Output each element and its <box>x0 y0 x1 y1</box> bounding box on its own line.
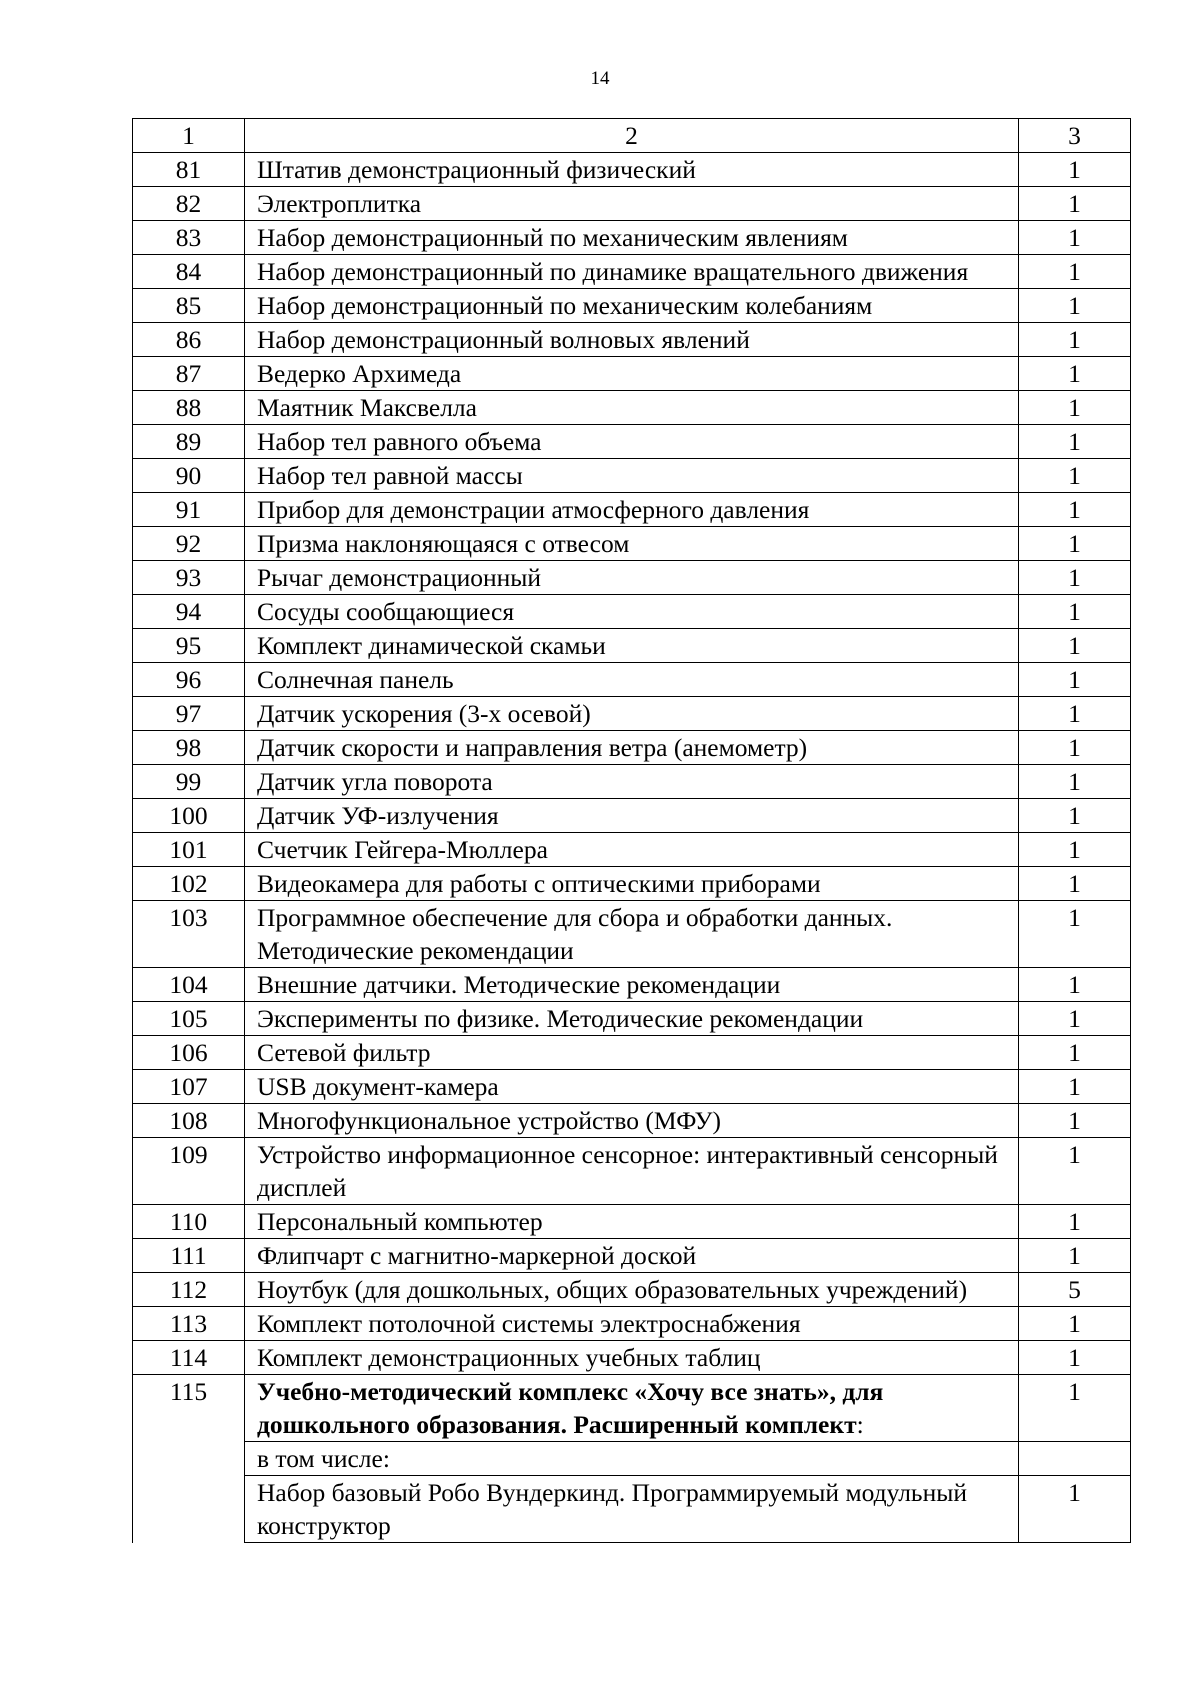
row-name: Персональный компьютер <box>245 1205 1019 1239</box>
header-cell-quantity: 3 <box>1019 119 1131 153</box>
header-cell-number: 1 <box>133 119 245 153</box>
row-number: 88 <box>133 391 245 425</box>
table-row <box>133 968 1131 1002</box>
table-row <box>133 595 1131 629</box>
row-quantity: 1 <box>1019 968 1131 1002</box>
row-name: Набор демонстрационный по динамике вращательного движения <box>245 255 1019 289</box>
row-number: 89 <box>133 425 245 459</box>
row-quantity: 1 <box>1019 153 1131 187</box>
table-row <box>133 1273 1131 1307</box>
row-number: 82 <box>133 187 245 221</box>
row-name: Набор демонстрационный по механическим колебаниям <box>245 289 1019 323</box>
row-quantity: 1 <box>1019 1307 1131 1341</box>
row-quantity: 1 <box>1019 1205 1131 1239</box>
row-name: Маятник Максвелла <box>245 391 1019 425</box>
row-quantity: 1 <box>1019 1036 1131 1070</box>
row-name-suffix: : <box>856 1410 864 1439</box>
row-quantity: 1 <box>1019 1341 1131 1375</box>
row-name: Штатив демонстрационный физический <box>245 153 1019 187</box>
row-quantity: 1 <box>1019 663 1131 697</box>
row-name: Прибор для демонстрации атмосферного давления <box>245 493 1019 527</box>
row-number: 93 <box>133 561 245 595</box>
table-row <box>133 391 1131 425</box>
row-number: 94 <box>133 595 245 629</box>
row-name: Внешние датчики. Методические рекомендации <box>245 968 1019 1002</box>
row-name: Эксперименты по физике. Методические рекомендации <box>245 1002 1019 1036</box>
table-row <box>133 1036 1131 1070</box>
row-name: Флипчарт с магнитно-маркерной доской <box>245 1239 1019 1273</box>
row-name: USB документ-камера <box>245 1070 1019 1104</box>
table-row <box>133 1239 1131 1273</box>
row-number: 90 <box>133 459 245 493</box>
row-quantity: 1 <box>1019 1070 1131 1104</box>
row-quantity: 1 <box>1019 493 1131 527</box>
row-number: 111 <box>133 1239 245 1273</box>
table-row <box>133 901 1131 968</box>
row-number: 86 <box>133 323 245 357</box>
row-number: 91 <box>133 493 245 527</box>
row-name: Ноутбук (для дошкольных, общих образовательных учреждений) <box>245 1273 1019 1307</box>
table-row <box>133 255 1131 289</box>
row-number: 100 <box>133 799 245 833</box>
row-number: 87 <box>133 357 245 391</box>
table-row <box>133 459 1131 493</box>
row-name: Программное обеспечение для сбора и обработки данных. Методические рекомендации <box>245 901 1019 968</box>
row-number: 98 <box>133 731 245 765</box>
including-quantity <box>1019 1442 1131 1476</box>
row-number: 96 <box>133 663 245 697</box>
including-label: в том числе: <box>245 1442 1019 1476</box>
row-number: 97 <box>133 697 245 731</box>
table-row <box>133 1070 1131 1104</box>
row-quantity: 1 <box>1019 867 1131 901</box>
row-name: Рычаг демонстрационный <box>245 561 1019 595</box>
row-number: 104 <box>133 968 245 1002</box>
row-quantity: 1 <box>1019 289 1131 323</box>
table-row-including <box>133 1442 1131 1476</box>
row-quantity: 1 <box>1019 833 1131 867</box>
row-quantity: 1 <box>1019 697 1131 731</box>
row-number: 113 <box>133 1307 245 1341</box>
row-number: 115 <box>133 1375 245 1543</box>
row-number: 114 <box>133 1341 245 1375</box>
row-name: Датчик УФ-излучения <box>245 799 1019 833</box>
row-name: Призма наклоняющаяся с отвесом <box>245 527 1019 561</box>
row-name: Датчик угла поворота <box>245 765 1019 799</box>
row-name: Набор демонстрационный волновых явлений <box>245 323 1019 357</box>
row-number: 99 <box>133 765 245 799</box>
row-quantity: 1 <box>1019 765 1131 799</box>
row-name: Устройство информационное сенсорное: интерактивный сенсорный дисплей <box>245 1138 1019 1205</box>
row-quantity: 1 <box>1019 901 1131 968</box>
table-row <box>133 1104 1131 1138</box>
row-number: 101 <box>133 833 245 867</box>
row-quantity: 1 <box>1019 1138 1131 1205</box>
row-quantity: 1 <box>1019 391 1131 425</box>
row-quantity: 1 <box>1019 527 1131 561</box>
row-name: Видеокамера для работы с оптическими приборами <box>245 867 1019 901</box>
row-number: 105 <box>133 1002 245 1036</box>
table-row <box>133 357 1131 391</box>
table-row <box>133 187 1131 221</box>
row-number: 81 <box>133 153 245 187</box>
row-quantity: 5 <box>1019 1273 1131 1307</box>
row-quantity: 1 <box>1019 221 1131 255</box>
table-row <box>133 1307 1131 1341</box>
row-number: 108 <box>133 1104 245 1138</box>
row-number: 92 <box>133 527 245 561</box>
table-row <box>133 323 1131 357</box>
row-number: 83 <box>133 221 245 255</box>
row-number: 112 <box>133 1273 245 1307</box>
table-row <box>133 799 1131 833</box>
row-quantity: 1 <box>1019 1375 1131 1442</box>
table-header-row <box>133 119 1131 153</box>
table-row <box>133 697 1131 731</box>
table-row <box>133 833 1131 867</box>
row-name <box>245 1375 1019 1442</box>
row-quantity: 1 <box>1019 425 1131 459</box>
row-number: 106 <box>133 1036 245 1070</box>
table-row <box>133 1341 1131 1375</box>
table-row <box>133 1138 1131 1205</box>
row-name: Солнечная панель <box>245 663 1019 697</box>
row-name: Ведерко Архимеда <box>245 357 1019 391</box>
table-row <box>133 153 1131 187</box>
table-row <box>133 663 1131 697</box>
row-quantity: 1 <box>1019 731 1131 765</box>
row-name: Набор демонстрационный по механическим явлениям <box>245 221 1019 255</box>
table-row <box>133 289 1131 323</box>
row-name: Датчик ускорения (3-х осевой) <box>245 697 1019 731</box>
table-row <box>133 425 1131 459</box>
row-number: 107 <box>133 1070 245 1104</box>
table-row <box>133 221 1131 255</box>
row-quantity: 1 <box>1019 357 1131 391</box>
row-number: 109 <box>133 1138 245 1205</box>
row-name: Набор тел равного объема <box>245 425 1019 459</box>
table-row <box>133 765 1131 799</box>
row-number: 103 <box>133 901 245 968</box>
table-row <box>133 731 1131 765</box>
row-name: Комплект динамической скамьи <box>245 629 1019 663</box>
row-name-bold: Учебно-методический комплекс «Хочу все знать», для дошкольного образования. Расширенный комплект <box>257 1377 884 1439</box>
row-name: Сосуды сообщающиеся <box>245 595 1019 629</box>
row-name: Электроплитка <box>245 187 1019 221</box>
row-name: Счетчик Гейгера-Мюллера <box>245 833 1019 867</box>
table-row <box>133 629 1131 663</box>
table-row <box>133 867 1131 901</box>
row-quantity: 1 <box>1019 629 1131 663</box>
row-quantity: 1 <box>1019 1239 1131 1273</box>
row-name: Многофункциональное устройство (МФУ) <box>245 1104 1019 1138</box>
row-name: Комплект потолочной системы электроснабжения <box>245 1307 1019 1341</box>
row-name: Комплект демонстрационных учебных таблиц <box>245 1341 1019 1375</box>
page-number: 14 <box>590 68 610 89</box>
row-quantity: 1 <box>1019 799 1131 833</box>
row-quantity: 1 <box>1019 323 1131 357</box>
sub-item-quantity: 1 <box>1019 1476 1131 1543</box>
row-quantity: 1 <box>1019 1002 1131 1036</box>
table-row <box>133 1002 1131 1036</box>
table-row-115 <box>133 1375 1131 1442</box>
row-number: 110 <box>133 1205 245 1239</box>
row-quantity: 1 <box>1019 459 1131 493</box>
row-quantity: 1 <box>1019 595 1131 629</box>
row-name: Датчик скорости и направления ветра (анемометр) <box>245 731 1019 765</box>
row-number: 102 <box>133 867 245 901</box>
table-row-sub-item <box>133 1476 1131 1543</box>
row-quantity: 1 <box>1019 561 1131 595</box>
row-quantity: 1 <box>1019 187 1131 221</box>
table-row <box>133 493 1131 527</box>
table-row <box>133 527 1131 561</box>
row-quantity: 1 <box>1019 255 1131 289</box>
row-name: Набор тел равной массы <box>245 459 1019 493</box>
row-number: 85 <box>133 289 245 323</box>
table-row <box>133 561 1131 595</box>
row-number: 95 <box>133 629 245 663</box>
row-quantity: 1 <box>1019 1104 1131 1138</box>
row-name: Сетевой фильтр <box>245 1036 1019 1070</box>
table-row <box>133 1205 1131 1239</box>
row-number: 84 <box>133 255 245 289</box>
sub-item-name: Набор базовый Робо Вундеркинд. Программируемый модульный конструктор <box>245 1476 1019 1543</box>
equipment-table <box>132 118 1131 1543</box>
header-cell-name: 2 <box>245 119 1019 153</box>
